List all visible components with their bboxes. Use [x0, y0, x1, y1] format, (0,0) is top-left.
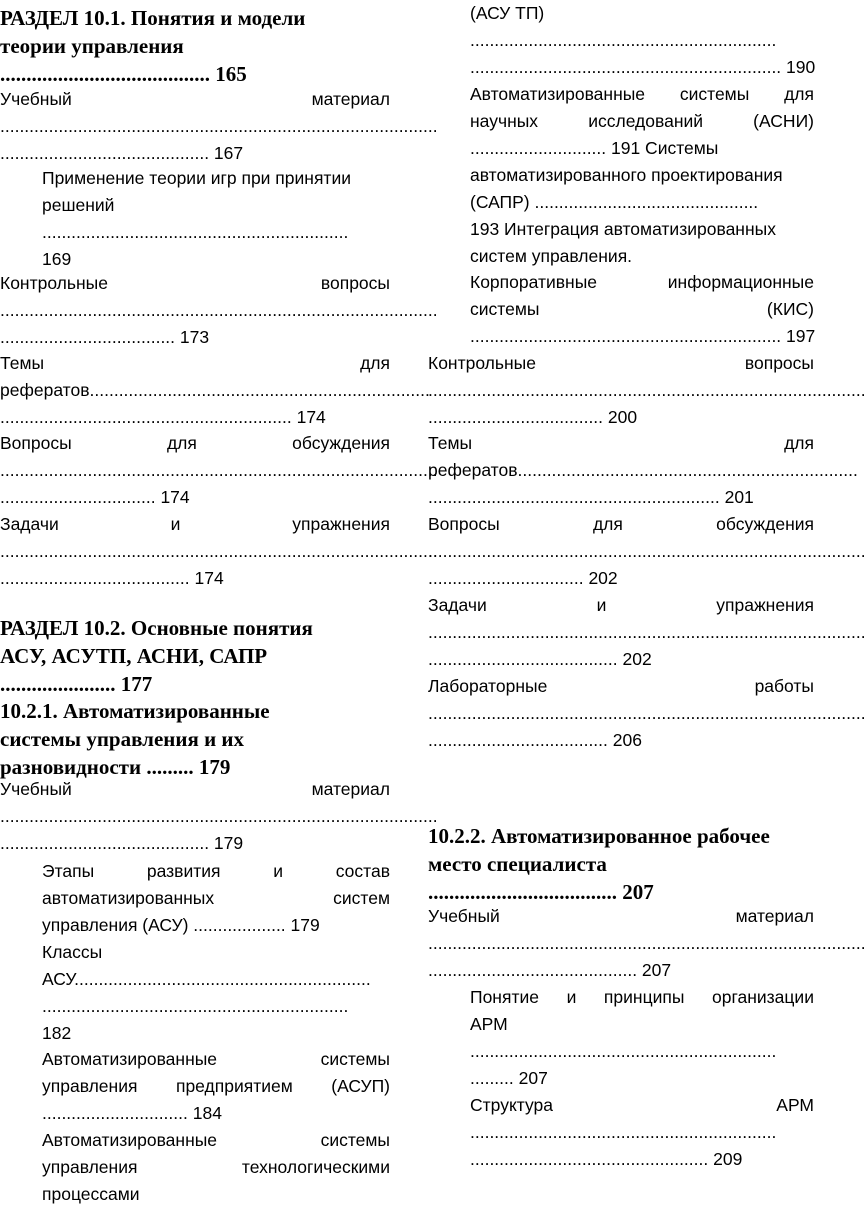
toc-word: и — [596, 595, 607, 615]
toc-word: научных — [470, 111, 539, 131]
toc-word: системы — [320, 1049, 390, 1069]
toc-word: работы — [754, 676, 814, 696]
toc-line — [428, 673, 814, 700]
toc-line: .......................................................................................... — [0, 300, 438, 320]
toc-line: ........................................... 167 — [0, 143, 244, 163]
toc-line: ............................ 191 Системы — [470, 138, 719, 158]
toc-line: АРМ — [470, 1014, 508, 1034]
toc-word: для — [784, 84, 814, 104]
toc-line: .......................................................................................... — [428, 622, 866, 642]
toc-line: .................................... 200 — [428, 407, 638, 427]
toc-word: Задачи — [0, 514, 59, 534]
toc-line — [0, 511, 390, 538]
toc-word: обсуждения — [716, 514, 814, 534]
toc-line — [470, 81, 814, 108]
toc-word: технологическими — [241, 1157, 390, 1177]
toc-word: (КИС) — [766, 299, 814, 319]
toc-word: развития — [146, 861, 221, 881]
toc-line: рефератов...................................................................... — [0, 380, 430, 400]
toc-line — [428, 350, 814, 377]
toc-line: ................................................. 209 — [470, 1149, 743, 1169]
toc-line: ............................................................... — [470, 1122, 777, 1142]
toc-line: ............................................................... — [470, 1041, 777, 1061]
toc-line: ........................................ 165 — [0, 62, 247, 86]
toc-line: Классы — [42, 942, 103, 962]
toc-line: ................................................................ 190 — [470, 57, 816, 77]
toc-line: рефератов...................................................................... — [428, 460, 858, 480]
toc-line: ........................................... 207 — [428, 960, 672, 980]
toc-line — [470, 296, 814, 323]
toc-line — [428, 592, 814, 619]
toc-line: 193 Интеграция автоматизированных — [470, 219, 776, 239]
toc-line: ................................ 174 — [0, 487, 190, 507]
toc-line — [0, 776, 390, 803]
toc-line: разновидности ......... 179 — [0, 755, 231, 779]
toc-word: материал — [735, 906, 814, 926]
toc-word: системы — [470, 299, 540, 319]
toc-line — [42, 1154, 390, 1181]
toc-word: вопросы — [744, 353, 814, 373]
toc-word: организации — [712, 987, 814, 1007]
toc-line — [428, 430, 814, 457]
toc-word: Учебный — [0, 779, 72, 799]
toc-line: (АСУ ТП) — [470, 3, 545, 23]
toc-line: .................................... 173 — [0, 327, 210, 347]
toc-line: 182 — [42, 1023, 72, 1043]
toc-line: .......................................................................................... — [428, 541, 866, 561]
toc-word: и — [170, 514, 181, 534]
toc-line: .......................................................................................... — [0, 541, 438, 561]
toc-line — [470, 984, 814, 1011]
toc-line: теории управления — [0, 34, 184, 58]
toc-word: вопросы — [320, 273, 390, 293]
toc-word: (АСНИ) — [753, 111, 814, 131]
toc-line: .................................... 207 — [428, 880, 654, 904]
toc-word: Вопросы — [428, 514, 500, 534]
toc-line: ............................................................ 174 — [0, 407, 326, 427]
toc-word: информационные — [667, 272, 814, 292]
toc-word: управления — [42, 1157, 138, 1177]
toc-word: (АСУП) — [331, 1076, 390, 1096]
toc-word: автоматизированных — [42, 888, 215, 908]
toc-line: ....................................... 202 — [428, 649, 652, 669]
toc-word: Структура — [470, 1095, 554, 1115]
toc-word: Лабораторные — [428, 676, 548, 696]
toc-word: Вопросы — [0, 433, 72, 453]
toc-line: ....................................... 174 — [0, 568, 224, 588]
toc-word: упражнения — [716, 595, 814, 615]
toc-word: АРМ — [776, 1095, 814, 1115]
toc-line: ............................................................... — [42, 996, 349, 1016]
toc-word: упражнения — [292, 514, 390, 534]
toc-word: систем — [333, 888, 390, 908]
toc-word: состав — [335, 861, 390, 881]
toc-line: .......................................................................................... — [428, 703, 866, 723]
toc-word: Корпоративные — [470, 272, 598, 292]
toc-line — [42, 885, 390, 912]
toc-line — [42, 1127, 390, 1154]
toc-word: для — [592, 514, 623, 534]
toc-line: .......................................................................................... — [0, 116, 438, 136]
toc-line: (САПР) .............................................. — [470, 192, 759, 212]
toc-word: для — [784, 433, 814, 453]
toc-line: .......................................................................................... — [0, 460, 438, 480]
toc-word: управления — [42, 1076, 138, 1096]
toc-line — [0, 86, 390, 113]
toc-line: решений — [42, 195, 115, 215]
toc-line: АСУ, АСУТП, АСНИ, САПР — [0, 644, 268, 668]
toc-line: Применение теории игр при принятии — [42, 168, 352, 188]
toc-line: АСУ............................................................. — [42, 969, 371, 989]
toc-line — [428, 511, 814, 538]
toc-line: 10.2.2. Автоматизированное рабочее — [428, 824, 770, 848]
toc-word: Автоматизированные — [470, 84, 646, 104]
toc-line — [470, 1092, 814, 1119]
toc-word: принципы — [603, 987, 685, 1007]
toc-word: системы — [320, 1130, 390, 1150]
toc-word: Понятие — [470, 987, 539, 1007]
toc-line: .......................................................................................... — [428, 933, 866, 953]
toc-word: материал — [311, 779, 390, 799]
toc-line: ........................................... 179 — [0, 833, 244, 853]
toc-word: Учебный — [0, 89, 72, 109]
toc-line: ............................................................... — [470, 30, 777, 50]
toc-line: ................................ 202 — [428, 568, 618, 588]
toc-line: РАЗДЕЛ 10.2. Основные понятия — [0, 616, 313, 640]
toc-line: ...................... 177 — [0, 672, 153, 696]
toc-line: ..................................... 206 — [428, 730, 642, 750]
toc-line: систем управления. — [470, 246, 633, 266]
toc-word: исследований — [588, 111, 704, 131]
toc-line: системы управления и их — [0, 727, 245, 751]
toc-word: для — [166, 433, 197, 453]
toc-line: 169 — [42, 249, 72, 269]
toc-word: Автоматизированные — [42, 1049, 218, 1069]
toc-word: системы — [679, 84, 750, 104]
toc-word: Темы — [0, 353, 45, 373]
toc-line — [42, 858, 390, 885]
toc-line — [428, 903, 814, 930]
toc-line — [42, 1046, 390, 1073]
toc-word: для — [360, 353, 390, 373]
toc-line: ................................................................ 197 — [470, 326, 816, 346]
toc-word: и — [273, 861, 284, 881]
toc-line: ......... 207 — [470, 1068, 548, 1088]
toc-word: и — [566, 987, 577, 1007]
toc-line: место специалиста — [428, 852, 607, 876]
toc-word: Контрольные — [428, 353, 536, 373]
toc-word: Темы — [428, 433, 473, 453]
toc-line — [0, 350, 390, 377]
toc-line: .............................. 184 — [42, 1103, 222, 1123]
toc-word: Этапы — [42, 861, 95, 881]
toc-word: Учебный — [428, 906, 500, 926]
toc-line — [42, 1073, 390, 1100]
toc-word: предприятием — [175, 1076, 293, 1096]
toc-word: Автоматизированные — [42, 1130, 218, 1150]
toc-word: Контрольные — [0, 273, 108, 293]
toc-word: материал — [311, 89, 390, 109]
toc-line: ............................................................ 201 — [428, 487, 754, 507]
toc-line: процессами — [42, 1184, 140, 1204]
toc-line: 10.2.1. Автоматизированные — [0, 699, 270, 723]
toc-line: автоматизированного проектирования — [470, 165, 783, 185]
toc-line: управления (АСУ) ................... 179 — [42, 915, 320, 935]
toc-line: ............................................................... — [42, 222, 349, 242]
toc-line: .......................................................................................... — [428, 380, 866, 400]
toc-line — [0, 430, 390, 457]
toc-word: Задачи — [428, 595, 487, 615]
toc-line: РАЗДЕЛ 10.1. Понятия и модели — [0, 6, 306, 30]
toc-line — [0, 270, 390, 297]
toc-line — [470, 269, 814, 296]
toc-word: обсуждения — [292, 433, 390, 453]
toc-line: .......................................................................................... — [0, 806, 438, 826]
toc-line — [470, 108, 814, 135]
